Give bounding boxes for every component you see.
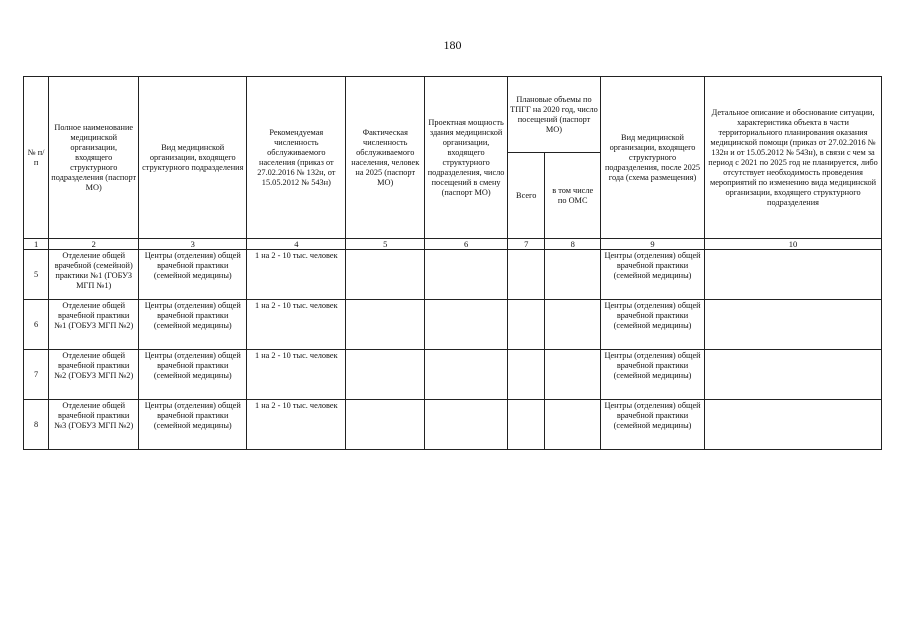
planned-oms bbox=[545, 250, 601, 300]
table-row bbox=[24, 300, 882, 350]
actual-population bbox=[346, 250, 425, 300]
header-planned: Плановые объемы по ТПГГ на 2020 год, число посещений (паспорт МО) bbox=[508, 77, 601, 153]
column-number: 1 bbox=[24, 239, 49, 250]
organization-type: Центры (отделения) общей врачебной практики (семейной медицины) bbox=[139, 400, 247, 450]
column-numbers-row bbox=[24, 239, 882, 250]
planned-total bbox=[508, 400, 545, 450]
organization-type-after: Центры (отделения) общей врачебной практики (семейной медицины) bbox=[600, 300, 704, 350]
description bbox=[705, 350, 882, 400]
medical-organizations-table bbox=[23, 76, 882, 450]
header-type-after: Вид медицинской организации, входящего структурного подразделения, после 2025 года (схема размещения) bbox=[600, 77, 704, 239]
header-row bbox=[24, 77, 882, 153]
organization-name: Отделение общей врачебной практики №1 (ГОБУЗ МГП №2) bbox=[49, 300, 139, 350]
header-name: Полное наименование медицинской организации, входящего структурного подразделения (паспорт МО) bbox=[49, 77, 139, 239]
header-capacity: Проектная мощность здания медицинской организации, входящего структурного подразделения, число посещений в смену (паспорт МО) bbox=[425, 77, 508, 239]
column-number: 10 bbox=[705, 239, 882, 250]
column-number: 6 bbox=[425, 239, 508, 250]
actual-population bbox=[346, 350, 425, 400]
organization-type-after: Центры (отделения) общей врачебной практики (семейной медицины) bbox=[600, 400, 704, 450]
organization-type-after: Центры (отделения) общей врачебной практики (семейной медицины) bbox=[600, 350, 704, 400]
description bbox=[705, 250, 882, 300]
table-row bbox=[24, 350, 882, 400]
header-description: Детальное описание и обоснование ситуации, характеристика объекта в части территориального планирования оказания медицинской помощи (приказ от 27.02.2016 № 132н и от 15.05.2012 № 543н), в связи с чем за период с 2021 по 2025 год не планируется, либо отсутствует необходимость проведения мероприятий по изменению вида медицинской организации, входящего структурного подразделения bbox=[705, 77, 882, 239]
column-number: 2 bbox=[49, 239, 139, 250]
header-oms: в том числе по ОМС bbox=[545, 153, 601, 239]
table-row bbox=[24, 400, 882, 450]
header-num: № п/п bbox=[24, 77, 49, 239]
column-number: 3 bbox=[139, 239, 247, 250]
column-number: 8 bbox=[545, 239, 601, 250]
actual-population bbox=[346, 300, 425, 350]
table-row bbox=[24, 250, 882, 300]
design-capacity bbox=[425, 300, 508, 350]
column-number: 5 bbox=[346, 239, 425, 250]
organization-type: Центры (отделения) общей врачебной практики (семейной медицины) bbox=[139, 350, 247, 400]
planned-oms bbox=[545, 300, 601, 350]
description bbox=[705, 400, 882, 450]
organization-type: Центры (отделения) общей врачебной практики (семейной медицины) bbox=[139, 300, 247, 350]
planned-oms bbox=[545, 350, 601, 400]
planned-total bbox=[508, 350, 545, 400]
organization-type-after: Центры (отделения) общей врачебной практики (семейной медицины) bbox=[600, 250, 704, 300]
recommended-population: 1 на 2 - 10 тыс. человек bbox=[247, 300, 346, 350]
recommended-population: 1 на 2 - 10 тыс. человек bbox=[247, 400, 346, 450]
organization-type: Центры (отделения) общей врачебной практики (семейной медицины) bbox=[139, 250, 247, 300]
page-number: 180 bbox=[443, 38, 462, 52]
design-capacity bbox=[425, 400, 508, 450]
organization-name: Отделение общей врачебной практики №3 (ГОБУЗ МГП №2) bbox=[49, 400, 139, 450]
row-number: 6 bbox=[24, 300, 49, 350]
planned-oms bbox=[545, 400, 601, 450]
header-total: Всего bbox=[508, 153, 545, 239]
header-type: Вид медицинской организации, входящего структурного подразделения bbox=[139, 77, 247, 239]
column-number: 7 bbox=[508, 239, 545, 250]
header-recommended: Рекомендуемая численность обслуживаемого населения (приказ от 27.02.2016 № 132н, от 15.05.2012 № 543н) bbox=[247, 77, 346, 239]
description bbox=[705, 300, 882, 350]
header-actual: Фактическая численность обслуживаемого населения, человек на 2025 (паспорт МО) bbox=[346, 77, 425, 239]
organization-name: Отделение общей врачебной практики №2 (ГОБУЗ МГП №2) bbox=[49, 350, 139, 400]
recommended-population: 1 на 2 - 10 тыс. человек bbox=[247, 250, 346, 300]
row-number: 8 bbox=[24, 400, 49, 450]
planned-total bbox=[508, 300, 545, 350]
design-capacity bbox=[425, 350, 508, 400]
actual-population bbox=[346, 400, 425, 450]
row-number: 5 bbox=[24, 250, 49, 300]
row-number: 7 bbox=[24, 350, 49, 400]
column-number: 4 bbox=[247, 239, 346, 250]
planned-total bbox=[508, 250, 545, 300]
design-capacity bbox=[425, 250, 508, 300]
recommended-population: 1 на 2 - 10 тыс. человек bbox=[247, 350, 346, 400]
organization-name: Отделение общей врачебной (семейной) практики №1 (ГОБУЗ МГП №1) bbox=[49, 250, 139, 300]
column-number: 9 bbox=[600, 239, 704, 250]
